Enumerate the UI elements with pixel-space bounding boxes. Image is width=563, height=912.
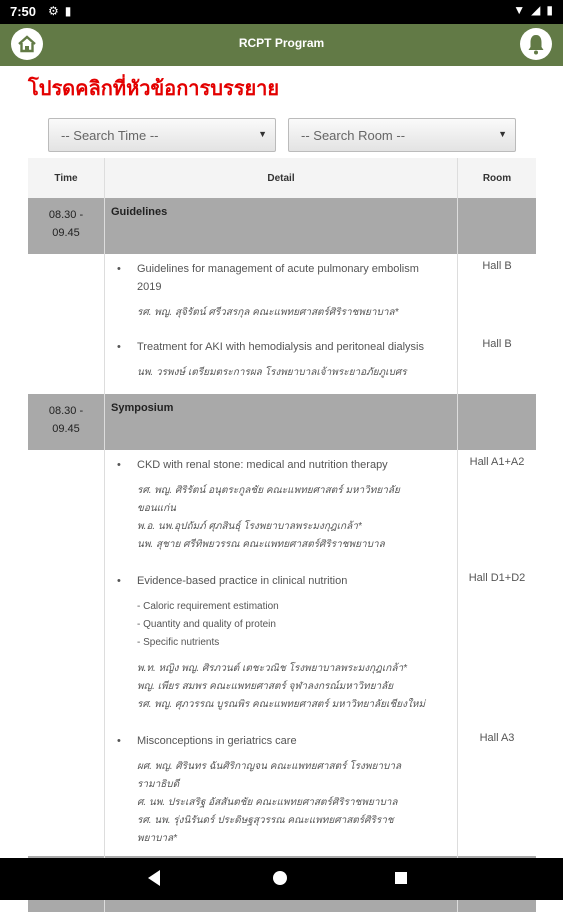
session-title-link[interactable] (105, 254, 457, 304)
speaker: รศ. พญ. สุจิรัตน์ ศรีวสรกุล คณะแพทยศาสตร์ศิริราชพยาบาล* (137, 307, 399, 318)
session-detail (105, 450, 458, 566)
search-room-value: -- Search Room -- (301, 128, 406, 143)
session-detail (105, 726, 458, 856)
caret-down-icon: ▼ (498, 129, 507, 139)
section-row (28, 198, 536, 254)
topic-subitem: - Specific nutrients (137, 637, 220, 648)
session-detail (105, 566, 458, 726)
session-room (458, 566, 537, 726)
speaker: นพ. วรพงษ์ เตรียมตระการผล โรงพยาบาลเจ้าพระยาอภัยภูเบศร (137, 367, 407, 378)
session-room (458, 332, 537, 394)
session-title-line: • CKD with renal stone: medical and nutrition therapy (137, 459, 388, 471)
program-content[interactable] (0, 66, 563, 858)
caret-down-icon: ▼ (258, 129, 267, 139)
search-room-select[interactable] (288, 118, 516, 152)
speaker: รามาธิบดี (137, 779, 180, 790)
speaker: พญ. เพียร สมพร คณะแพทยศาสตร์ จุฬาลงกรณ์มหาวิทยาลัย (137, 681, 394, 692)
session-title-line: • Guidelines for management of acute pulmonary embolism (137, 263, 419, 275)
session-room (458, 450, 537, 566)
speaker: รศ. พญ. ศุภวรรณ บูรณพิร คณะแพทยศาสตร์ มหาวิทยาลัยเชียงใหม่ (137, 699, 426, 710)
session-title-link[interactable] (105, 726, 457, 758)
topic-subitem: - Caloric requirement estimation (137, 601, 279, 612)
session-title-line: • Treatment for AKI with hemodialysis and peritoneal dialysis (137, 341, 424, 353)
session-room (458, 254, 537, 332)
topic-subitem: - Quantity and quality of protein (137, 619, 276, 630)
session-time-cell (28, 450, 105, 566)
session-detail (105, 332, 458, 394)
sim-icon: ▮ (64, 4, 72, 18)
column-header-time: Time (28, 158, 105, 198)
status-bar (0, 0, 563, 24)
speaker: นพ. สุชาย ศรีทิพยวรรณ คณะแพทยศาสตร์ศิริราชพยาบาล (137, 539, 385, 550)
session-title-link[interactable] (105, 566, 457, 598)
signal-icon: ◢ (531, 3, 541, 17)
session-time-cell (28, 726, 105, 856)
speaker: พยาบาล* (137, 833, 178, 844)
section-room-cell (458, 394, 537, 450)
section-row (28, 394, 536, 450)
session-row[interactable] (28, 254, 536, 332)
column-header-room: Room (458, 158, 537, 198)
session-time-cell (28, 254, 105, 332)
session-room (458, 726, 537, 856)
session-row[interactable] (28, 332, 536, 394)
session-time-cell (28, 332, 105, 394)
app-title: RCPT Program (238, 36, 325, 50)
session-row[interactable] (28, 566, 536, 726)
section-time-start: 08.30 - (48, 209, 84, 221)
speaker: ขอนแก่น (137, 503, 177, 514)
home-circle-icon[interactable] (273, 871, 287, 885)
system-nav-bar (0, 858, 563, 900)
session-time-cell (28, 566, 105, 726)
app-bar (0, 24, 563, 66)
section-time-start: 08.30 - (48, 405, 84, 417)
room-label: Hall A1+A2 (469, 456, 525, 468)
session-title-link[interactable] (105, 450, 457, 482)
session-title-link[interactable] (105, 332, 457, 364)
speaker: พ.ท. หญิง พญ. ศิรภวนต์ เตชะวณิช โรงพยาบาลพระมงกุฎเกล้า* (137, 663, 407, 674)
session-row[interactable] (28, 726, 536, 856)
session-title-line: • Misconceptions in geriatrics care (137, 735, 297, 747)
speaker: รศ. นพ. รุ่งนิรันดร์ ประดิษฐสุวรรณ คณะแพทยศาสตร์ศิริราช (137, 815, 394, 826)
section-title: Symposium (105, 394, 458, 450)
section-time-end: 09.45 (52, 423, 80, 435)
speaker: ศ. นพ. ประเสริฐ อัสสันตชัย คณะแพทยศาสตร์ศิริราชพยาบาล (137, 797, 398, 808)
speaker: รศ. พญ. ศิริรัตน์ อนุตระกูลชัย คณะแพทยศาสตร์ มหาวิทยาลัย (137, 485, 400, 496)
page-heading: โปรดคลิกที่หัวข้อการบรรยาย (28, 78, 280, 100)
session-title-line: • Evidence-based practice in clinical nutrition (137, 575, 348, 587)
bell-icon (520, 28, 552, 60)
search-time-value: -- Search Time -- (61, 128, 159, 143)
speaker: พ.อ. นพ.อุปถัมภ์ ศุภสินธุ์ โรงพยาบาลพระมงกุฎเกล้า* (137, 521, 362, 532)
room-label: Hall D1+D2 (468, 572, 526, 584)
session-row[interactable] (28, 450, 536, 566)
section-room-cell (458, 198, 537, 254)
section-time (28, 198, 105, 254)
gear-icon: ⚙ (48, 4, 59, 18)
column-header-detail: Detail (105, 158, 458, 198)
program-table (28, 158, 536, 912)
battery-icon: ▮ (546, 3, 553, 17)
status-time: 7:50 (10, 4, 37, 19)
section-time (28, 394, 105, 450)
section-time-end: 09.45 (52, 227, 80, 239)
session-title-line: 2019 (137, 281, 162, 293)
notification-button[interactable] (520, 28, 552, 60)
room-label: Hall B (482, 338, 512, 350)
recents-icon[interactable] (395, 872, 407, 884)
room-label: Hall A3 (479, 732, 515, 744)
room-label: Hall B (482, 260, 512, 272)
session-detail (105, 254, 458, 332)
back-icon[interactable] (148, 870, 160, 886)
speaker: ผศ. พญ. ศิรินทร ฉันศิริกาญจน คณะแพทยศาสตร์ โรงพยาบาล (137, 761, 402, 772)
section-title: Guidelines (105, 198, 458, 254)
search-time-select[interactable] (48, 118, 276, 152)
wifi-icon: ▼ (513, 3, 526, 17)
